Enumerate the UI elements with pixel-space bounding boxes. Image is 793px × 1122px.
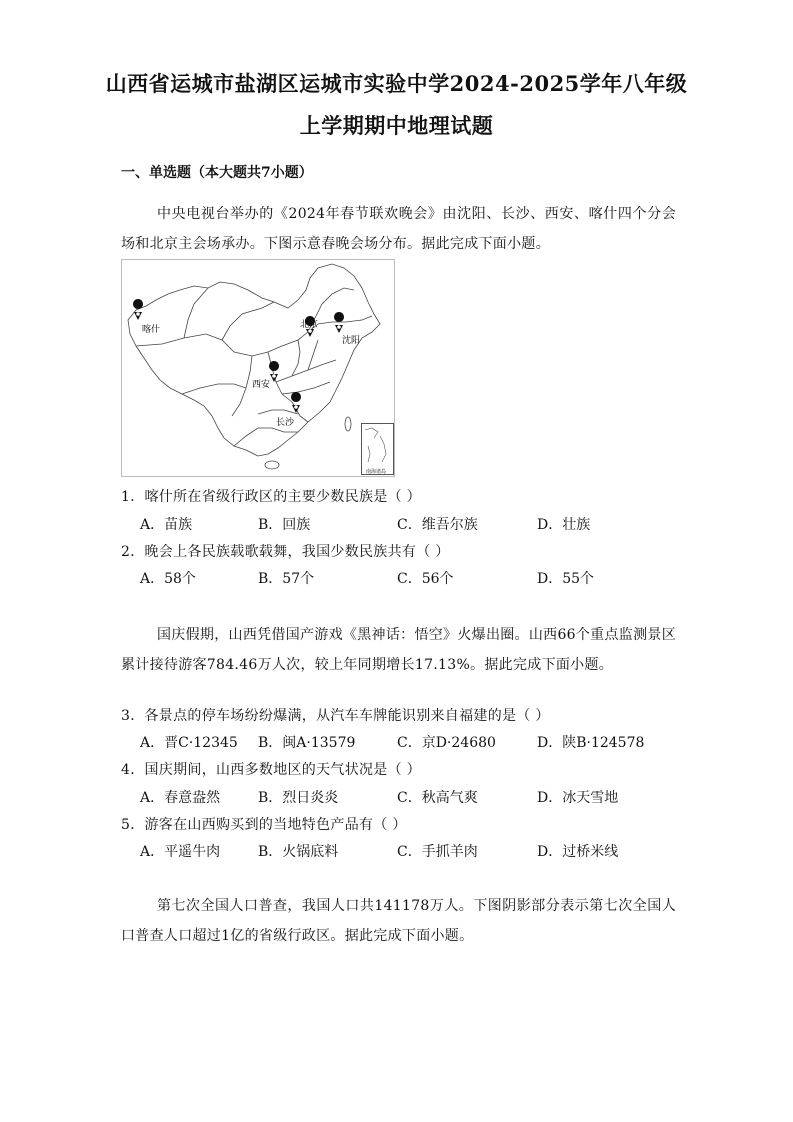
question-2-option-c[interactable]: C．56个: [397, 571, 454, 587]
question-1-option-d[interactable]: D．壮族: [537, 517, 591, 533]
question-2-options: [140, 568, 660, 588]
china-map-outline: [122, 260, 396, 478]
inset-label: 南海诸岛: [366, 469, 387, 475]
question-5-option-b[interactable]: B．火锅底料: [258, 844, 339, 860]
question-3-stem: 3．各景点的停车场纷纷爆满，从汽车车牌能识别来自福建的是（ ）: [121, 708, 550, 724]
map-label-kashgar: 喀什: [142, 325, 161, 335]
question-1-option-a[interactable]: A．苗族: [140, 517, 193, 533]
question-5-stem: 5．游客在山西购买到的当地特色产品有（ ）: [121, 817, 407, 833]
question-5-option-d[interactable]: D．过桥米线: [537, 844, 619, 860]
question-2-option-d[interactable]: D．55个: [537, 571, 595, 587]
question-3-option-b[interactable]: B．闽A·13579: [258, 735, 356, 751]
map-label-xian: 西安: [252, 380, 271, 390]
question-4-options: [140, 787, 660, 807]
question-2-option-b[interactable]: B．57个: [258, 571, 315, 587]
question-5-option-c[interactable]: C．手抓羊肉: [397, 844, 478, 860]
question-4-stem: 4．国庆期间，山西多数地区的天气状况是（ ）: [121, 762, 421, 778]
pin-xian: [269, 361, 279, 382]
document-title-line-1: 山西省运城市盐湖区运城市实验中学2024-2025学年八年级: [105, 71, 688, 96]
question-3-option-a[interactable]: A．晋C·12345: [140, 735, 238, 751]
question-3-option-c[interactable]: C．京D·24680: [397, 735, 496, 751]
gala-venue-map: [121, 259, 395, 477]
question-1-options: [140, 514, 660, 534]
group1-intro: 中央电视台举办的《2024年春节联欢晚会》由沈阳、长沙、西安、喀什四个分会场和北京主会场承办。下图示意春晚会场分布。据此完成下面小题。: [121, 206, 676, 252]
question-4-option-d[interactable]: D．冰天雪地: [537, 790, 619, 806]
question-4-option-b[interactable]: B．烈日炎炎: [258, 790, 339, 806]
question-1-option-b[interactable]: B．回族: [258, 517, 311, 533]
map-label-shenyang: 沈阳: [342, 336, 361, 346]
question-2-stem: 2．晚会上各民族载歌载舞，我国少数民族共有（ ）: [121, 544, 450, 560]
document-title-line-2: 上学期期中地理试题: [299, 113, 494, 138]
question-3-option-d[interactable]: D．陕B·124578: [537, 735, 645, 751]
question-4-option-c[interactable]: C．秋高气爽: [397, 790, 478, 806]
pin-shenyang: [334, 312, 344, 333]
question-1-stem: 1．喀什所在省级行政区的主要少数民族是（ ）: [121, 489, 421, 505]
group3-intro: 第七次全国人口普查，我国人口共141178万人。下图阴影部分表示第七次全国人口普查人口超过1亿的省级行政区。据此完成下面小题。: [121, 898, 676, 944]
map-label-beijing: 北京: [300, 320, 319, 330]
group2-intro: 国庆假期，山西凭借国产游戏《黑神话：悟空》火爆出圈。山西66个重点监测景区累计接待游客784.46万人次，较上年同期增长17.13%。据此完成下面小题。: [121, 627, 676, 673]
question-2-option-a[interactable]: A．58个: [140, 571, 196, 587]
question-5-options: [140, 841, 660, 861]
map-label-changsha: 长沙: [276, 418, 295, 428]
question-1-option-c[interactable]: C．维吾尔族: [397, 517, 478, 533]
section-heading: 一、单选题（本大题共7小题）: [121, 165, 313, 181]
question-5-option-a[interactable]: A．平遥牛肉: [140, 844, 221, 860]
question-3-options: [140, 732, 660, 752]
question-4-option-a[interactable]: A．春意盎然: [140, 790, 221, 806]
